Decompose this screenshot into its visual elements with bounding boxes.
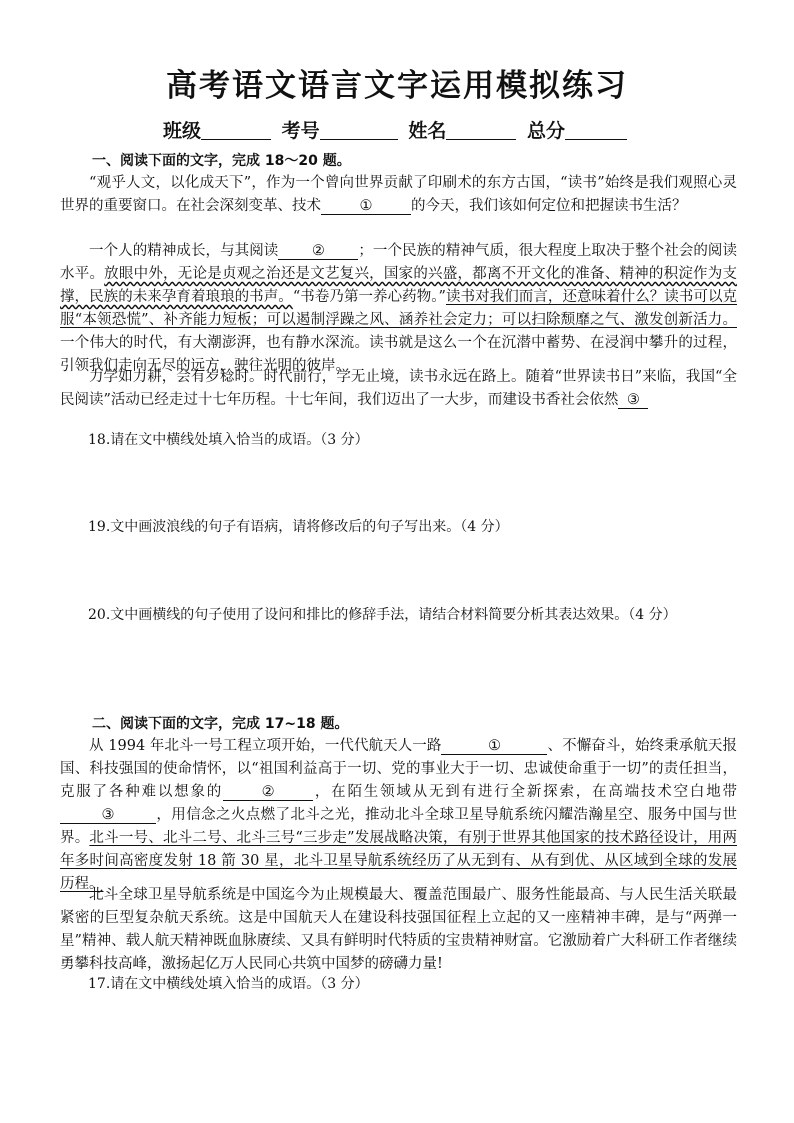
section1-heading: 一、阅读下面的文字，完成 18～20 题。 <box>92 153 351 169</box>
section2-blank-1[interactable]: ① <box>441 738 547 755</box>
section1-blank-2[interactable]: ② <box>278 243 358 260</box>
section2-paragraph-2: 北斗全球卫星导航系统是中国迄今为止规模最大、覆盖范围最广、服务性能最高、与人民生活关联最紧密的巨型复杂航天系统。这是中国航天人在建设科技强国征程上立起的又一座精神丰碑，是与“两弹一星”精神、载人航天精神既血脉赓续、又具有鲜明时代特质的宝贵精神财富。它激励着广大科研工作者继续勇攀科技高峰，激扬起亿万人民同心共筑中国梦的磅礴力量! <box>60 887 737 972</box>
section1-paragraph-2: 一个人的精神成长，与其阅读 ② ；一个民族的精神气质，很大程度上取决于整个社会的阅读水平。放眼中外，无论是贞观之治还是文艺复兴，国家的兴盛，都离不开文化的准备、精神的积淀作为支撑，民族的未来孕育着琅琅的书声。“书卷乃第一养心药物。”读书对我们而言，还意味着什么？读书可以克服“本领恐慌”、补齐能力短板；可以遏制浮躁之风、涵养社会定力；可以扫除颓靡之气、激发创新活力。一个伟大的时代，有大潮澎湃，也有静水深流。读书就是这么一个在沉潜中蓄势、在浸润中攀升的过程，引领我们走向无尽的远方，驶往光明的彼岸。 <box>60 243 738 374</box>
page-title: 高考语文语言文字运用模拟练习 <box>166 68 628 104</box>
exam-number-blank[interactable] <box>320 121 398 140</box>
section1-blank-3[interactable]: ③ <box>618 392 648 409</box>
question-20: 20.文中画横线的句子使用了设问和排比的修辞手法，请结合材料简要分析其表达效果。（4 分） <box>88 607 677 623</box>
class-label: 班级 <box>163 120 202 142</box>
exam-number-label: 考号 <box>281 120 320 142</box>
section2-heading: 二、阅读下面的文字，完成 17~18 题。 <box>92 716 349 732</box>
section1-paragraph-3: 力学如力耕，会有岁稔时。时代前行，学无止境，读书永远在路上。随着“世界读书日”来临，我国“全民阅读”活动已经走过十七年历程。十七年间，我们迈出了一大步，而建设书香社会依然 ③ <box>60 369 737 408</box>
name-label: 姓名 <box>408 120 447 142</box>
wavy-underlined-sentence: 放眼中外，无论是贞观之治还是文艺复兴，国家的兴盛，都离不开文化的准备、精神的积淀作为支撑，民族的未来孕育着琅琅的书声。 <box>60 266 738 305</box>
total-score-label: 总分 <box>526 120 565 142</box>
question-18: 18.请在文中横线处填入恰当的成语。（3 分） <box>88 432 369 448</box>
class-blank[interactable] <box>201 121 271 140</box>
student-info-row <box>0 116 794 143</box>
name-blank[interactable] <box>446 121 516 140</box>
question-17: 17.请在文中横线处填入恰当的成语。（3 分） <box>88 976 369 992</box>
section2-underlined-sentence: 北斗一号、北斗二号、北斗三号“三步走”发展战略决策，有别于世界其他国家的技术路径设计，用两年多时间高密度发射 18 箭 30 星，北斗卫星导航系统经历了从无到有、从有到优、从区域到全球的发展历程。 <box>60 830 737 892</box>
section1-blank-1[interactable]: ① <box>321 198 411 215</box>
underlined-sentence: 读书对我们而言，还意味着什么？读书可以克服“本领恐慌”、补齐能力短板；可以遏制浮躁之风、涵养社会定力；可以扫除颓靡之气、激发创新活力。 <box>60 289 738 328</box>
section2-blank-2[interactable]: ② <box>223 784 313 801</box>
section1-paragraph-1: “观乎人文，以化成天下”，作为一个曾向世界贡献了印刷术的东方古国，“读书”始终是我们观照心灵世界的重要窗口。在社会深刻变革、技术 ① 的今天，我们该如何定位和把握读书生活？ <box>60 175 737 214</box>
total-score-blank[interactable] <box>565 121 627 140</box>
section2-paragraph-1: 从 1994 年北斗一号工程立项开始，一代代航天人一路 ① 、不懈奋斗，始终秉承航天报国、科技强国的使命情怀，以“祖国利益高于一切、党的事业大于一切、忠诚使命重于一切”的责任担当，克服了各种难以想象的 ② ，在陌生领域从无到有进行全新探索，在高端技术空白地带③ ，用信念之火点燃了北斗之光，推动北斗全球卫星导航系统闪耀浩瀚星空、服务中国与世界。北斗一号、北斗二号、北斗三号“三步走”发展战略决策，有别于世界其他国家的技术路径设计，用两年多时间高密度发射 18 箭 30 星，北斗卫星导航系统经历了从无到有、从有到优、从区域到全球的发展历程。 <box>60 738 738 892</box>
question-19: 19.文中画波浪线的句子有语病，请将修改后的句子写出来。（4 分） <box>88 519 509 535</box>
section2-blank-3[interactable]: ③ <box>60 807 156 824</box>
